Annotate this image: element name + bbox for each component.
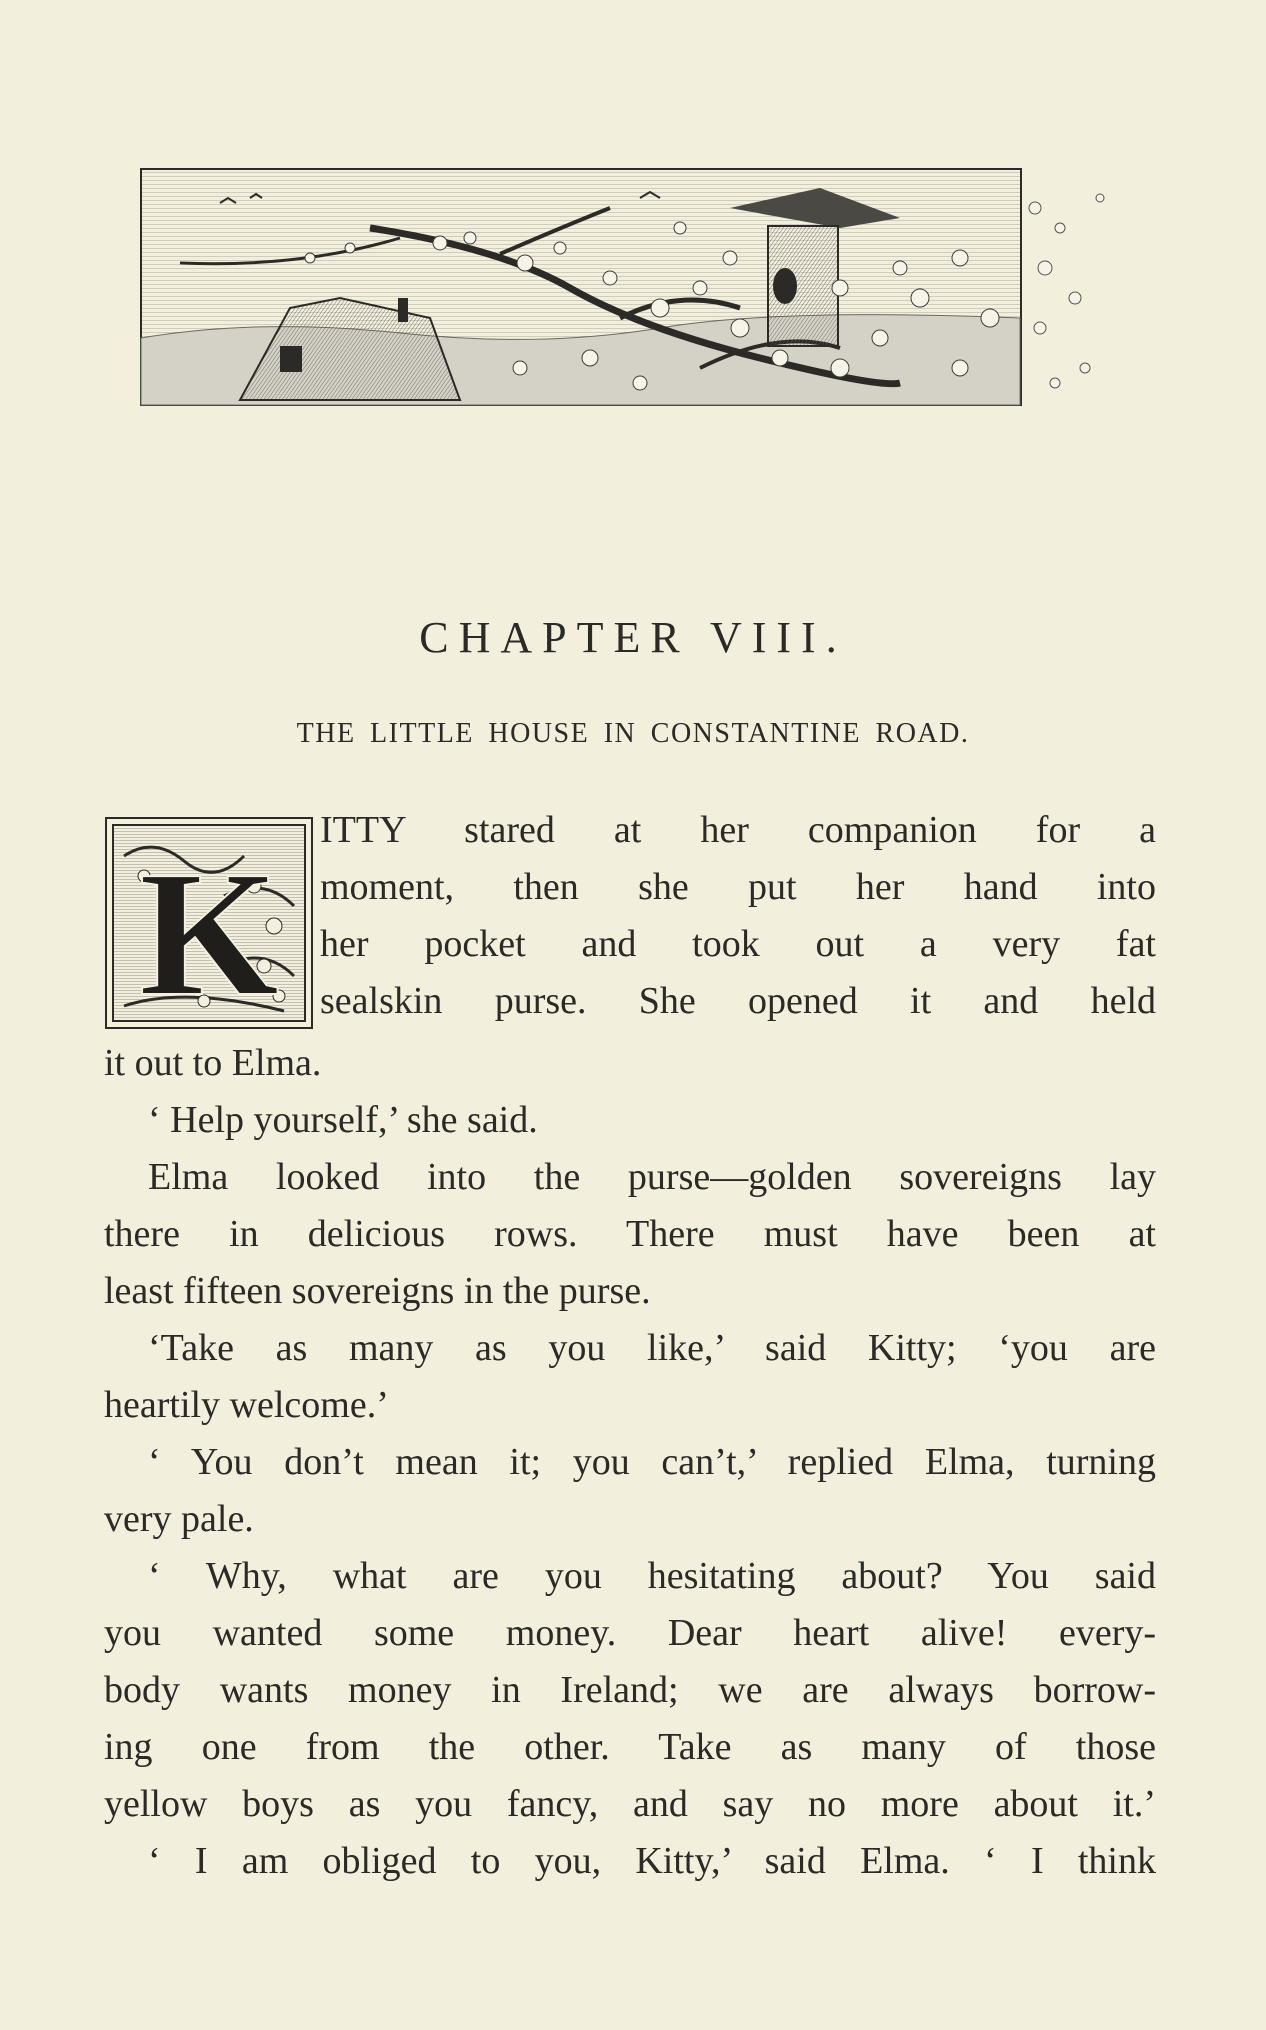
text-line: ITTY stared at her companion for a	[320, 809, 1156, 851]
text-line: least fifteen sovereigns in the purse.	[104, 1270, 651, 1312]
text-line: very pale.	[104, 1498, 254, 1540]
text-line: ‘ Why, what are you hesitating about? You said	[148, 1555, 1156, 1597]
text-line: yellow boys as you fancy, and say no more about it.’	[104, 1783, 1156, 1825]
text-line: sealskin purse. She opened it and held	[320, 980, 1156, 1022]
text-line: it out to Elma.	[104, 1042, 322, 1084]
text-line: you wanted some money. Dear heart alive! every-	[104, 1612, 1156, 1654]
text-line: Elma looked into the purse—golden sovereigns lay	[148, 1156, 1156, 1198]
chapter-subtitle: THE LITTLE HOUSE IN CONSTANTINE ROAD.	[296, 718, 970, 749]
text-line: there in delicious rows. There must have been at	[104, 1213, 1156, 1255]
drop-cap-letter: K	[138, 834, 280, 1030]
text-line: ‘Take as many as you like,’ said Kitty; ‘you are	[148, 1327, 1156, 1369]
text-line: ing one from the other. Take as many of those	[104, 1726, 1156, 1768]
ornamental-drop-cap	[104, 816, 314, 1030]
text-line: ‘ Help yourself,’ she said.	[148, 1099, 538, 1141]
chapter-title: CHAPTER VIII.	[419, 613, 847, 662]
text-line: body wants money in Ireland; we are always borrow-	[104, 1669, 1156, 1711]
chapter-headpiece-illustration	[140, 168, 1125, 408]
text-line: moment, then she put her hand into	[320, 866, 1156, 908]
headpiece-engraving	[140, 168, 1125, 408]
drop-cap-frame	[104, 816, 314, 1030]
text-line: ‘ You don’t mean it; you can’t,’ replied Elma, turning	[148, 1441, 1156, 1483]
text-line: heartily welcome.’	[104, 1384, 389, 1426]
text-line: her pocket and took out a very fat	[320, 923, 1156, 965]
text-line: ‘ I am obliged to you, Kitty,’ said Elma. ‘ I think	[148, 1840, 1156, 1882]
